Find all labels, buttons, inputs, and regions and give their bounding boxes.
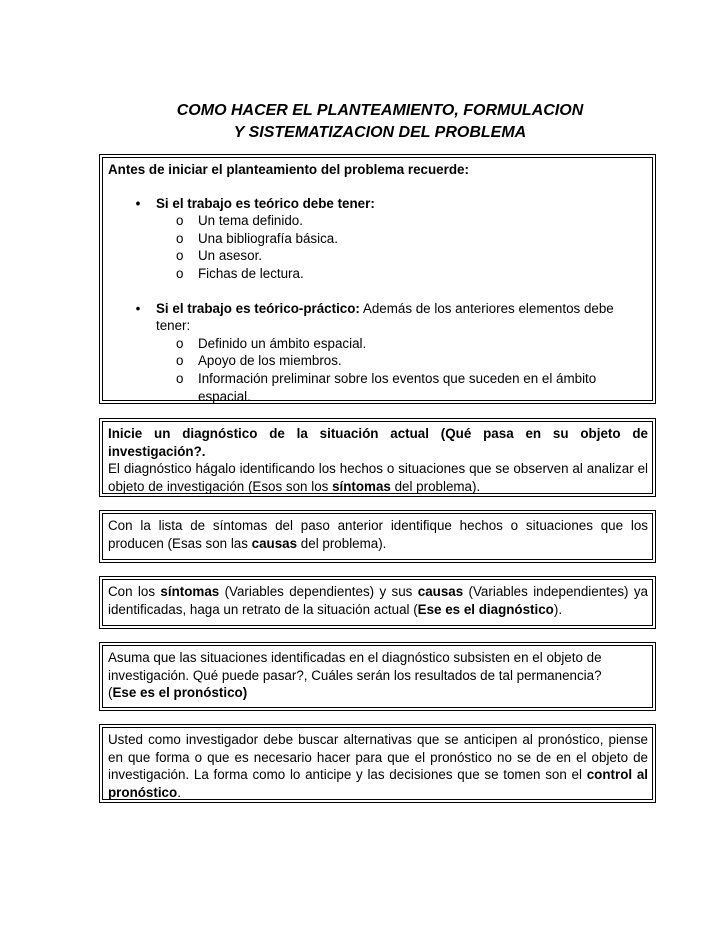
document-title [100, 100, 660, 144]
control-text: Usted como investigador debe buscar alternativas que se anticipen al pronóstico, piense en que forma o que es necesario hacer para que el pronóstico no se de en el objeto de investigación. La forma como lo anticipe y las decisiones que se tomen son el [108, 732, 648, 783]
theoretical-requirements-label: • Si el trabajo es teórico debe tener: [108, 195, 648, 213]
bullet-icon: • [135, 300, 141, 316]
title-line-1: COMO HACER EL PLANTEAMIENTO, FORMULACION [176, 102, 584, 119]
reminder-box [102, 157, 653, 404]
circle-bullet-icon: o [176, 248, 184, 264]
theoretical-requirements-list [108, 212, 648, 282]
practical-requirements-list [108, 335, 648, 405]
diagnosis-instruction: Inicie un diagnóstico de la situación actual (Qué pasa en su objeto de investigación?. [108, 426, 648, 459]
list-item: o Un tema definido. [176, 213, 303, 229]
causes-text: Con la lista de síntomas del paso anterior identifique hechos o situaciones que los producen (Esas son las [108, 518, 648, 551]
list-item: o Información preliminar sobre los eventos que suceden en el ámbito espacial. [176, 370, 597, 404]
symptoms-term: síntomas [332, 478, 391, 494]
circle-bullet-icon: o [176, 370, 184, 386]
prognosis-term: Ese es el pronóstico) [112, 685, 248, 701]
control-term: control al pronóstico [108, 767, 649, 800]
prognosis-line-2: investigación. Qué puede pasar?, Cuáles serán los resultados de tal permanencia? [108, 667, 602, 683]
prognosis-control-box: Usted como investigador debe buscar alternativas que se anticipen al pronóstico, piense en que forma o que es necesario hacer para que el pronóstico no se de en el objeto de investigación. La forma como lo anticipe y las decisiones que se tomen son el control al pronóstico. [102, 727, 653, 800]
diagnosis-term: Ese es el diagnóstico [417, 601, 554, 617]
circle-bullet-icon: o [176, 265, 184, 281]
reminder-heading: Antes de iniciar el planteamiento del problema recuerde: [108, 162, 469, 177]
prognosis-line-1: Asuma que las situaciones identificadas en el diagnóstico subsisten en el objeto de [108, 650, 602, 665]
causes-step-box: Con la lista de síntomas del paso anterior identifique hechos o situaciones que los producen (Esas son las causas del problema). [102, 513, 653, 560]
list-item: o Un asesor. [176, 248, 263, 264]
prognosis-step-box [102, 645, 653, 708]
list-item: o Una bibliografía básica. [176, 230, 338, 246]
bullet-icon: • [135, 195, 141, 211]
diagnosis-step-box: Inicie un diagnóstico de la situación actual (Qué pasa en su objeto de investigación?. El diagnóstico hágalo identificando los hechos o situaciones que se observen al analizar el objeto de investigación (Esos son los síntomas del problema). [102, 421, 653, 494]
list-item: o Apoyo de los miembros. [176, 353, 342, 369]
causes-term: causas [251, 535, 298, 551]
causes-term: causas [417, 584, 464, 599]
list-item: o Definido un ámbito espacial. [176, 335, 367, 351]
circle-bullet-icon: o [176, 230, 184, 246]
list-item: o Fichas de lectura. [176, 265, 304, 281]
practical-requirements-label: • Si el trabajo es teórico-práctico: Además de los anteriores elementos debe tener: [108, 300, 648, 335]
title-line-2: Y SISTEMATIZACION DEL PROBLEMA [233, 124, 527, 141]
circle-bullet-icon: o [176, 335, 184, 351]
symptoms-term: síntomas [160, 584, 220, 599]
circle-bullet-icon: o [176, 353, 184, 369]
prognosis-line-3: (Ese es el pronóstico) [108, 685, 248, 701]
diagnosis-summary-box: Con los síntomas (Variables dependientes) y sus causas (Variables independientes) ya identificadas, haga un retrato de la situación actual (Ese es el diagnóstico). [102, 579, 653, 626]
circle-bullet-icon: o [176, 213, 184, 229]
diagnosis-text: El diagnóstico hágalo identificando los hechos o situaciones que se observen al analizar el objeto de investigación (Esos son los [108, 461, 648, 494]
